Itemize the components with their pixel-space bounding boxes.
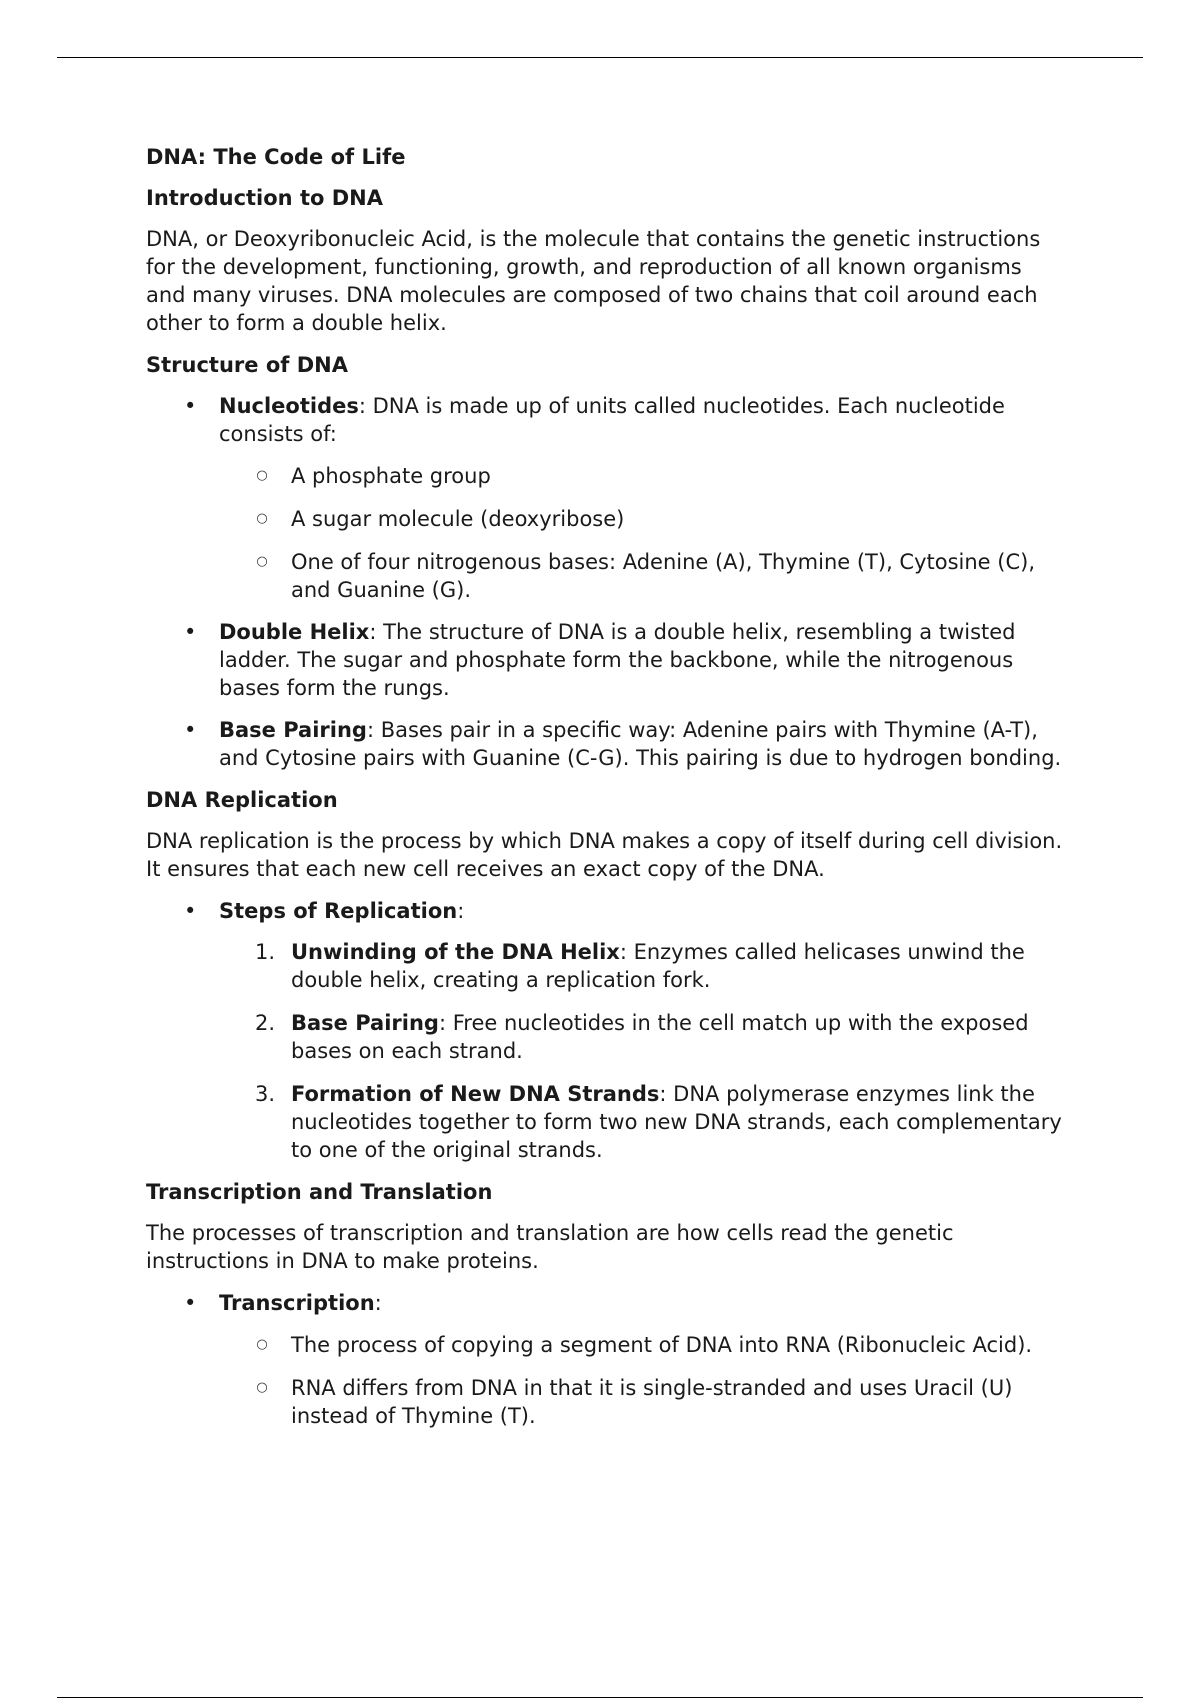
list-item [219, 548, 1066, 604]
term-double-helix: Double Helix [219, 620, 370, 644]
section-heading-replication: DNA Replication [146, 788, 338, 812]
list-item [219, 1331, 1066, 1359]
transcription-paragraph: The processes of transcription and translation are how cells read the genetic instructions in DNA to make proteins. [146, 1221, 954, 1273]
document-body [146, 143, 1066, 1444]
term-transcription: Transcription [219, 1291, 375, 1315]
step-number: 3. [255, 1082, 276, 1106]
replication-list [146, 897, 1066, 1164]
term-steps-of-replication: Steps of Replication [219, 899, 458, 923]
bullet-icon: • [184, 899, 197, 923]
transcription-points-list [219, 1331, 1066, 1430]
top-rule [57, 57, 1143, 58]
circle-bullet-icon: ○ [256, 1337, 268, 1352]
replication-paragraph: DNA replication is the process by which DNA makes a copy of itself during cell division. It ensures that each new cell receives an exact copy of the DNA. [146, 829, 1063, 881]
term-nucleotides: Nucleotides [219, 394, 359, 418]
replication-steps-list [219, 938, 1066, 1164]
list-item [219, 938, 1066, 994]
document-title: DNA: The Code of Life [146, 145, 406, 169]
list-item-double-helix [146, 618, 1066, 702]
double-helix-text: : The structure of DNA is a double helix, resembling a twisted ladder. The sugar and phosphate form the backbone, while the nitrogenous bases form the rungs. [219, 620, 1016, 700]
steps-suffix: : [457, 899, 465, 923]
introduction-paragraph: DNA, or Deoxyribonucleic Acid, is the molecule that contains the genetic instructions for the development, functioning, growth, and reproduction of all known organisms and many viruses. DNA molecules are composed of two chains that coil around each other to form a double helix. [146, 227, 1041, 335]
step-text: : DNA polymerase enzymes link the nucleotides together to form two new DNA strands, each complementary to one of the original strands. [291, 1082, 1062, 1162]
bottom-rule [57, 1697, 1143, 1698]
transcription-point-text: The process of copying a segment of DNA into RNA (Ribonucleic Acid). [291, 1333, 1033, 1357]
list-item [219, 1009, 1066, 1065]
list-item-nucleotides [146, 392, 1066, 604]
list-item-steps-of-replication [146, 897, 1066, 1164]
step-text: : Enzymes called helicases unwind the double helix, creating a replication fork. [291, 940, 1025, 992]
step-text: : Free nucleotides in the cell match up with the exposed bases on each strand. [291, 1011, 1029, 1063]
nucleotide-parts-list [219, 462, 1066, 604]
list-item [219, 505, 1066, 533]
list-item [219, 1374, 1066, 1430]
term-base-pairing: Base Pairing [219, 718, 367, 742]
bullet-icon: • [184, 718, 197, 742]
step-term: Formation of New DNA Strands [291, 1082, 660, 1106]
transcription-suffix: : [374, 1291, 382, 1315]
transcription-list [146, 1289, 1066, 1430]
list-item-base-pairing [146, 716, 1066, 772]
circle-bullet-icon: ○ [256, 1380, 268, 1395]
circle-bullet-icon: ○ [256, 554, 268, 569]
nucleotide-part-text: One of four nitrogenous bases: Adenine (A), Thymine (T), Cytosine (C), and Guanine (G). [291, 550, 1035, 602]
section-heading-transcription: Transcription and Translation [146, 1180, 493, 1204]
circle-bullet-icon: ○ [256, 468, 268, 483]
circle-bullet-icon: ○ [256, 511, 268, 526]
section-heading-introduction: Introduction to DNA [146, 186, 383, 210]
step-number: 1. [255, 940, 276, 964]
list-item-transcription [146, 1289, 1066, 1430]
list-item [219, 462, 1066, 490]
bullet-icon: • [184, 1291, 197, 1315]
step-term: Base Pairing [291, 1011, 439, 1035]
transcription-point-text: RNA differs from DNA in that it is single-stranded and uses Uracil (U) instead of Thymine (T). [291, 1376, 1013, 1428]
list-item [219, 1080, 1066, 1164]
step-term: Unwinding of the DNA Helix [291, 940, 620, 964]
base-pairing-text: : Bases pair in a specific way: Adenine pairs with Thymine (A-T), and Cytosine pairs with Guanine (C-G). This pairing is due to hydrogen bonding. [219, 718, 1062, 770]
structure-list [146, 392, 1066, 772]
nucleotide-part-text: A phosphate group [291, 464, 491, 488]
bullet-icon: • [184, 394, 197, 418]
step-number: 2. [255, 1011, 276, 1035]
nucleotide-part-text: A sugar molecule (deoxyribose) [291, 507, 625, 531]
section-heading-structure: Structure of DNA [146, 353, 348, 377]
nucleotides-text: : DNA is made up of units called nucleotides. Each nucleotide consists of: [219, 394, 1005, 446]
bullet-icon: • [184, 620, 197, 644]
